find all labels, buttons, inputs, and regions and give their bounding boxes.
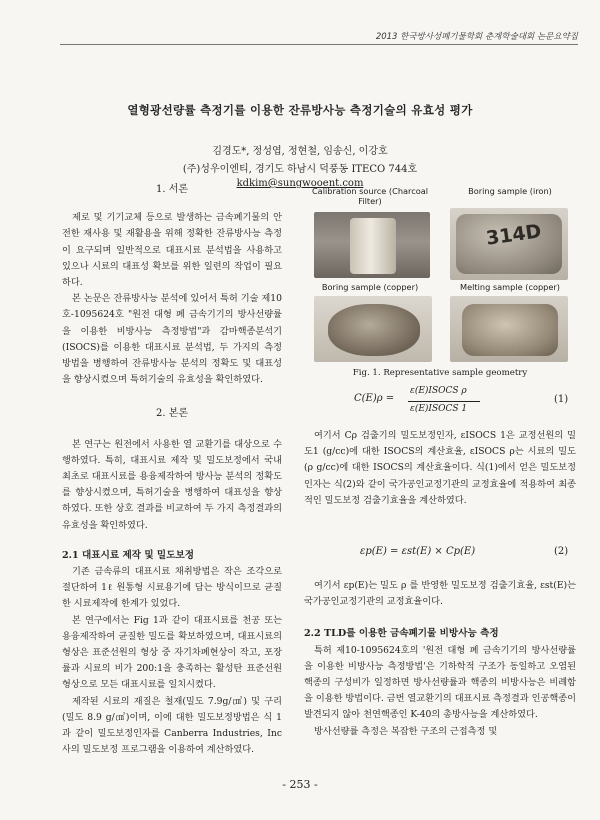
calibration-source-photo	[314, 212, 430, 278]
paragraph: 제로 및 기기교체 등으로 발생하는 금속폐기물의 안전한 재사용 및 재활용을 위해 정확한 잔류방사능 측정이 요구되며 일반적으로 대표시료 분석법을 사용하고 있으나 시료의 대표성 확보를 위한 일련의 작업이 필요하다.	[62, 212, 282, 289]
fraction-bar	[408, 401, 480, 402]
paragraph: 제작된 시료의 재질은 철재(밀도 7.9g/㎤) 및 구리(밀도 8.9 g/㎤)이며, 이에 대한 밀도보정방법은 식 1과 같이 밀도보정인자를 Canberra Industries, Inc사의 밀도보정 프로그램을 이용하여 계산하였다.	[62, 695, 282, 756]
melting-copper-photo	[450, 296, 568, 362]
equation-2-number: (2)	[554, 546, 569, 557]
right-column-upper	[304, 428, 576, 509]
paragraph: 여기서 Cρ 검출기의 밀도보정인자, εISOCS 1은 교정선원의 밀도1 (g/cc)에 대한 ISOCS의 계산효율, εISOCS ρ는 시료의 밀도(ρ g/cc)에 대한 ISOCS의 계산효율이다. 식(1)에서 얻은 밀도보정인자는 식(2)와 같이 국가공인교정기관의 교정효율에 적용하여 최종적인 밀도보정 검출기효율을 계산하였다.	[304, 430, 576, 506]
paragraph: 특허 제10-1095624호의 '원전 대형 폐 금속기기의 방사선량률을 이용한 비방사능 측정방법'은 기하학적 구조가 동일하고 오염된 핵종의 구성비가 일정하면 방사선량률과 핵종의 비방사능은 비례함을 이용한 방법이다. 금번 열교환기의 대표시료 측정결과 인공핵종이 발견되지 않아 천연핵종인 K-40의 총방사능을 계산하였다.	[304, 644, 576, 721]
charcoal-filter-can	[350, 218, 396, 274]
equation-2: εp(E) = εst(E) × Cp(E)	[360, 546, 476, 557]
paragraph: 본 논문은 잔류방사능 분석에 있어서 특허 기술 제10호-1095624호 "원전 대형 폐 금속기기의 방사선량률을 이용한 비방사능 측정방법"과 감마핵종분석기(ISOCS)를 이용한 대표시료 분석법, 두 가지의 측정 방법을 병행하여 잔류방사능 분석의 정확도 및 대표성을 향상시켰으며 특허기술의 유효성을 확인하였다.	[62, 293, 282, 386]
copper-disc	[328, 304, 420, 356]
paragraph: 기존 금속류의 대표시료 채취방법은 작은 조각으로 절단하여 1ℓ 원통형 시료용기에 담는 방식이므로 균질한 시료제작에 한계가 있었다.	[62, 566, 282, 610]
author-email: kdkim@sungwooent.com	[236, 178, 364, 189]
left-column	[62, 178, 282, 759]
figure-label-melting-copper: Melting sample (copper)	[460, 282, 560, 292]
header-rule	[60, 44, 578, 45]
equation-1-lhs: C(E)ρ =	[354, 393, 395, 404]
paragraph: 방사선량률 측정은 복잡한 구조의 근접측정 및	[314, 725, 498, 737]
sample-marking-text: 314D	[484, 220, 543, 250]
boring-copper-photo	[314, 296, 432, 362]
figure-caption: Fig. 1. Representative sample geometry	[352, 368, 528, 378]
section-heading-body: 2. 본론	[155, 408, 189, 420]
figure-label-boring-copper: Boring sample (copper)	[321, 282, 419, 292]
subsection-heading: 2.2 TLD를 이용한 금속폐기물 비방사능 측정	[304, 628, 499, 640]
figure-1	[304, 186, 576, 386]
melted-disc	[462, 304, 558, 356]
equation-1-denominator: ε(E)ISOCS 1	[410, 404, 468, 414]
equation-1-numerator: ε(E)ISOCS ρ	[410, 386, 467, 396]
boring-iron-photo	[450, 208, 568, 280]
paragraph: 본 연구는 원전에서 사용한 열 교환기를 대상으로 수행하였다. 특히, 대표시료 제작 및 밀도보정에서 국내 최초로 대표시료를 용융제작하여 방사능 분석의 정확도를 향상시켰으며, 특허기술을 병행하여 대표성을 향상하였다. 또한 상호 결과를 비교하여 두 가지 측정결과의 유효성을 확인하였다.	[62, 438, 282, 531]
author-list: 김경도*, 정성엽, 정현철, 임송신, 이강호	[212, 146, 388, 157]
subsection-heading: 2.1 대표시료 제작 및 밀도보정	[62, 549, 194, 561]
equation-1-number: (1)	[554, 394, 569, 405]
paper-title: 열형광선량률 측정기를 이용한 잔류방사능 측정기술의 유효성 평가	[127, 103, 473, 117]
section-heading-intro: 1. 서론	[155, 184, 189, 195]
paragraph: 여기서 εp(E)는 밀도 ρ 를 반영한 밀도보정 검출기효율, εst(E)는 국가공인교정기관의 교정효율이다.	[304, 580, 576, 608]
figure-label-boring-iron: Boring sample (iron)	[468, 186, 552, 196]
affiliation: (주)성우이엔티, 경기도 하남시 덕풍동 ITECO 744호	[182, 164, 418, 175]
running-header: 2013 한국방사성폐기물학회 춘계학술대회 논문요약집	[375, 32, 578, 42]
paragraph: 본 연구에서는 Fig 1과 같이 대표시료를 천공 또는 용융제작하여 균질한 밀도를 확보하였으며, 대표시료의 형상은 표준선원의 형상 중 자기차폐현상이 작고, 포장률과 시료의 비가 200:1을 충족하는 활성탄 표준선원 형상으로 모든 대표시료를 일치시켰다.	[62, 614, 282, 691]
right-column-lower	[304, 578, 576, 740]
figure-label-calibration: Calibration source (Charcoal Filter)	[311, 186, 429, 206]
page-number: - 253 -	[282, 778, 318, 791]
